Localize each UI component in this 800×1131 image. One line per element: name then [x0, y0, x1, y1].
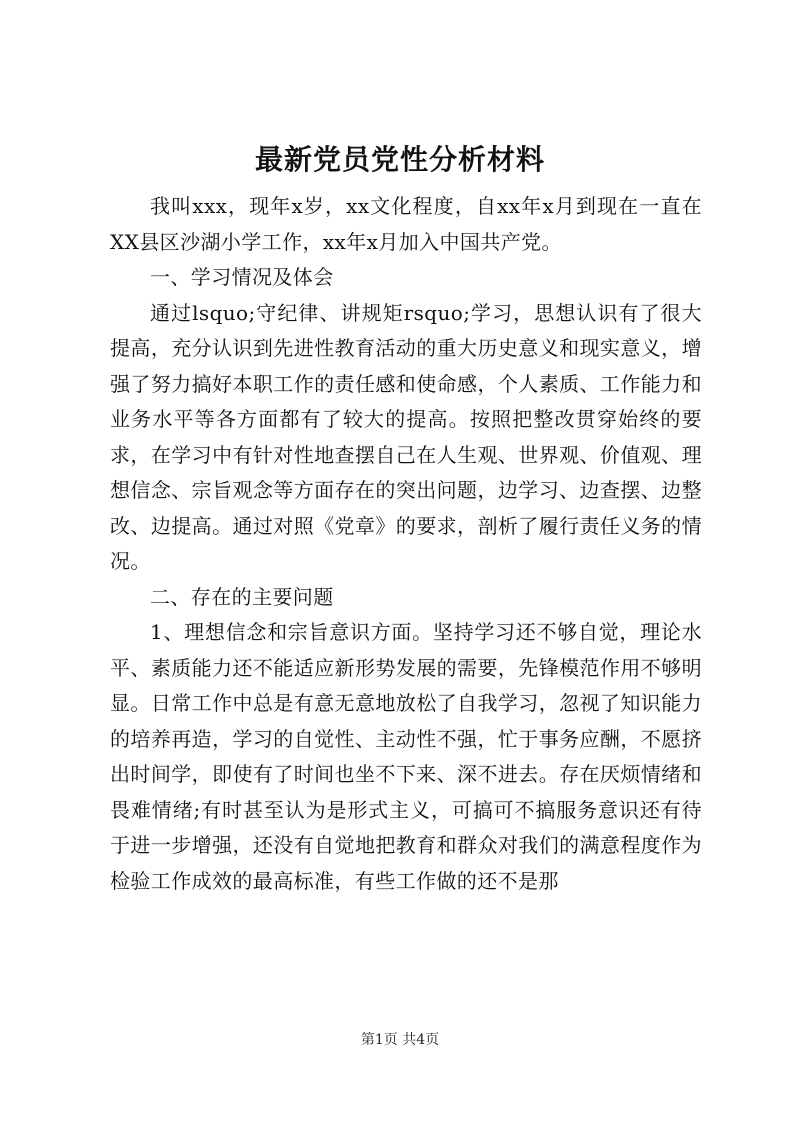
- document-body: [110, 189, 702, 899]
- study-paragraph: 通过lsquo;守纪律、讲规矩rsquo;学习，思想认识有了很大提高，充分认识到先进性教育活动的重大历史意义和现实意义，增强了努力搞好本职工作的责任感和使命感，个人素质、工作能力和业务水平等各方面都有了较大的提高。按照把整改贯穿始终的要求，在学习中有针对性地查摆自己在人生观、世界观、价值观、理想信念、宗旨观念等方面存在的突出问题，边学习、边查摆、边整改、边提高。通过对照《党章》的要求，剖析了履行责任义务的情况。: [110, 300, 702, 573]
- section-heading-problems: 二、存在的主要问题: [150, 584, 334, 609]
- section-heading-study: 一、学习情况及体会: [150, 265, 334, 289]
- document-title: 最新党员党性分析材料: [254, 143, 545, 176]
- page-footer: 第1页 共4页: [360, 1032, 440, 1048]
- problems-paragraph: 1、理想信念和宗旨意识方面。坚持学习还不够自觉，理论水平、素质能力还不能适应新形势发展的需要，先锋模范作用不够明显。日常工作中总是有意无意地放松了自我学习，忽视了知识能力的培养再造，学习的自觉性、主动性不强，忙于事务应酬，不愿挤出时间学，即使有了时间也坐不下来、深不进去。存在厌烦情绪和畏难情绪;有时甚至认为是形式主义，可搞可不搞服务意识还有待于进一步增强，还没有自觉地把教育和群众对我们的满意程度作为检验工作成效的最高标准，有些工作做的还不是那: [110, 620, 702, 893]
- intro-paragraph: 我叫xxx，现年x岁，xx文化程度，自xx年x月到现在一直在XX县区沙湖小学工作，xx年x月加入中国共产党。: [110, 194, 702, 254]
